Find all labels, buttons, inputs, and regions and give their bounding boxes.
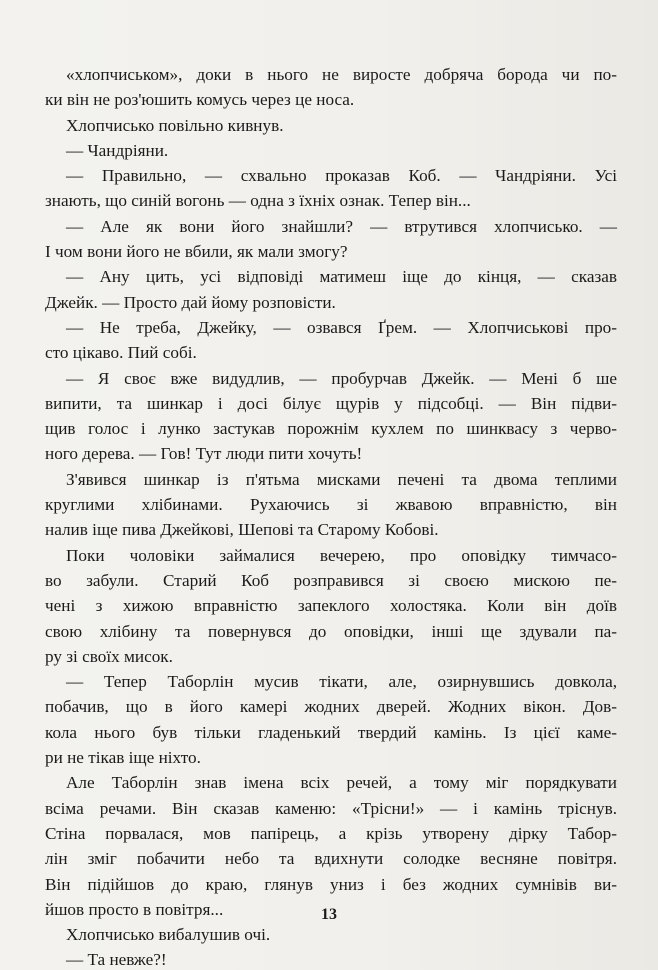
paragraph (45, 543, 617, 669)
text-line: Стіна порвалася, мов папірець, а крізь утворену дірку Табор- (45, 823, 617, 843)
text-line: ру зі своїх мисок. (45, 646, 173, 666)
text-line: «хлопчиськом», доки в нього не виросте добряча борода чи по- (66, 65, 617, 84)
paragraph (45, 113, 617, 138)
paragraph (45, 163, 617, 214)
text-line: налив іще пива Джейкові, Шепові та Старому Кобові. (45, 520, 439, 540)
text-line: йшов просто в повітря... (45, 899, 224, 919)
text-line: сто цікаво. Пий собі. (45, 343, 197, 363)
text-line: щив голос і лунко застукав порожнім кухлем по шинквасу з черво- (45, 419, 617, 439)
text-line: побачив, що в його камері жодних дверей. Жодних вікон. Дов- (45, 697, 617, 717)
text-line: Хлопчисько вибалушив очі. (66, 925, 271, 945)
text-line: — Правильно, — схвально проказав Коб. — Чандріяни. Усі (66, 166, 617, 186)
text-line: ри не тікав іще ніхто. (45, 748, 201, 768)
paragraph (45, 214, 617, 265)
page-number: 13 (321, 906, 337, 923)
paragraph (45, 947, 617, 970)
paragraph (45, 138, 617, 163)
text-line: — Та невже?! (66, 950, 167, 970)
text-line: всіма речами. Він сказав каменю: «Трісни!» — і камінь тріснув. (45, 798, 617, 818)
text-line: круглими хлібинами. Рухаючись зі жвавою вправністю, він (45, 495, 617, 515)
text-line: випити, та шинкар і досі білує щурів у підсобці. — Він підви- (45, 393, 617, 413)
text-line: Він підійшов до краю, глянув униз і без жодних сумнівів ви- (45, 874, 617, 894)
text-line: ки він не роз'юшить комусь через це носа. (45, 90, 355, 110)
text-line: лін зміг побачити небо та вдихнути солодке весняне повітря. (45, 849, 617, 869)
paragraph (45, 366, 617, 467)
paragraph (45, 315, 617, 366)
paragraph (45, 770, 617, 922)
page-text (45, 62, 617, 970)
text-line: З'явився шинкар із п'ятьма мисками печені та двома теплими (66, 469, 617, 489)
paragraph (45, 62, 617, 113)
text-line: во забули. Старий Коб розправився зі своєю мискою пе- (45, 570, 617, 590)
text-line: свою хлібину та повернувся до оповідки, інші ще здували па- (45, 621, 617, 641)
text-line: — Але як вони його знайшли? — втрутився хлопчисько. — (66, 216, 617, 236)
text-line: Хлопчисько повільно кивнув. (66, 115, 284, 135)
text-line: — Не треба, Джейку, — озвався Ґрем. — Хлопчиськові про- (66, 317, 617, 337)
paragraph (45, 922, 617, 947)
text-line: Джейк. — Просто дай йому розповісти. (45, 292, 336, 312)
paragraph (45, 669, 617, 770)
text-line: Але Таборлін знав імена всіх речей, а тому міг порядкувати (66, 773, 617, 793)
text-line: — Чандріяни. (66, 140, 169, 160)
paragraph (45, 264, 617, 315)
text-line: І чом вони його не вбили, як мали змогу? (45, 242, 348, 262)
text-line: — Тепер Таборлін мусив тікати, але, озирнувшись довкола, (66, 672, 617, 692)
text-line: чені з хижою вправністю запеклого холостяка. Коли він доїв (45, 596, 617, 616)
paragraph (45, 467, 617, 543)
text-line: знають, що синій вогонь — одна з їхніх ознак. Тепер він... (45, 191, 471, 211)
text-line: Поки чоловіки займалися вечерею, про оповідку тимчасо- (66, 545, 617, 565)
text-line: ного дерева. — Гов! Тут люди пити хочуть! (45, 444, 363, 464)
text-line: — Ану цить, усі відповіді матимеш іще до кінця, — сказав (66, 267, 617, 287)
text-line: кола нього був тільки гладенький твердий камінь. Із цієї каме- (45, 722, 617, 742)
text-line: — Я своє вже видудлив, — пробурчав Джейк. — Мені б ше (66, 368, 617, 388)
